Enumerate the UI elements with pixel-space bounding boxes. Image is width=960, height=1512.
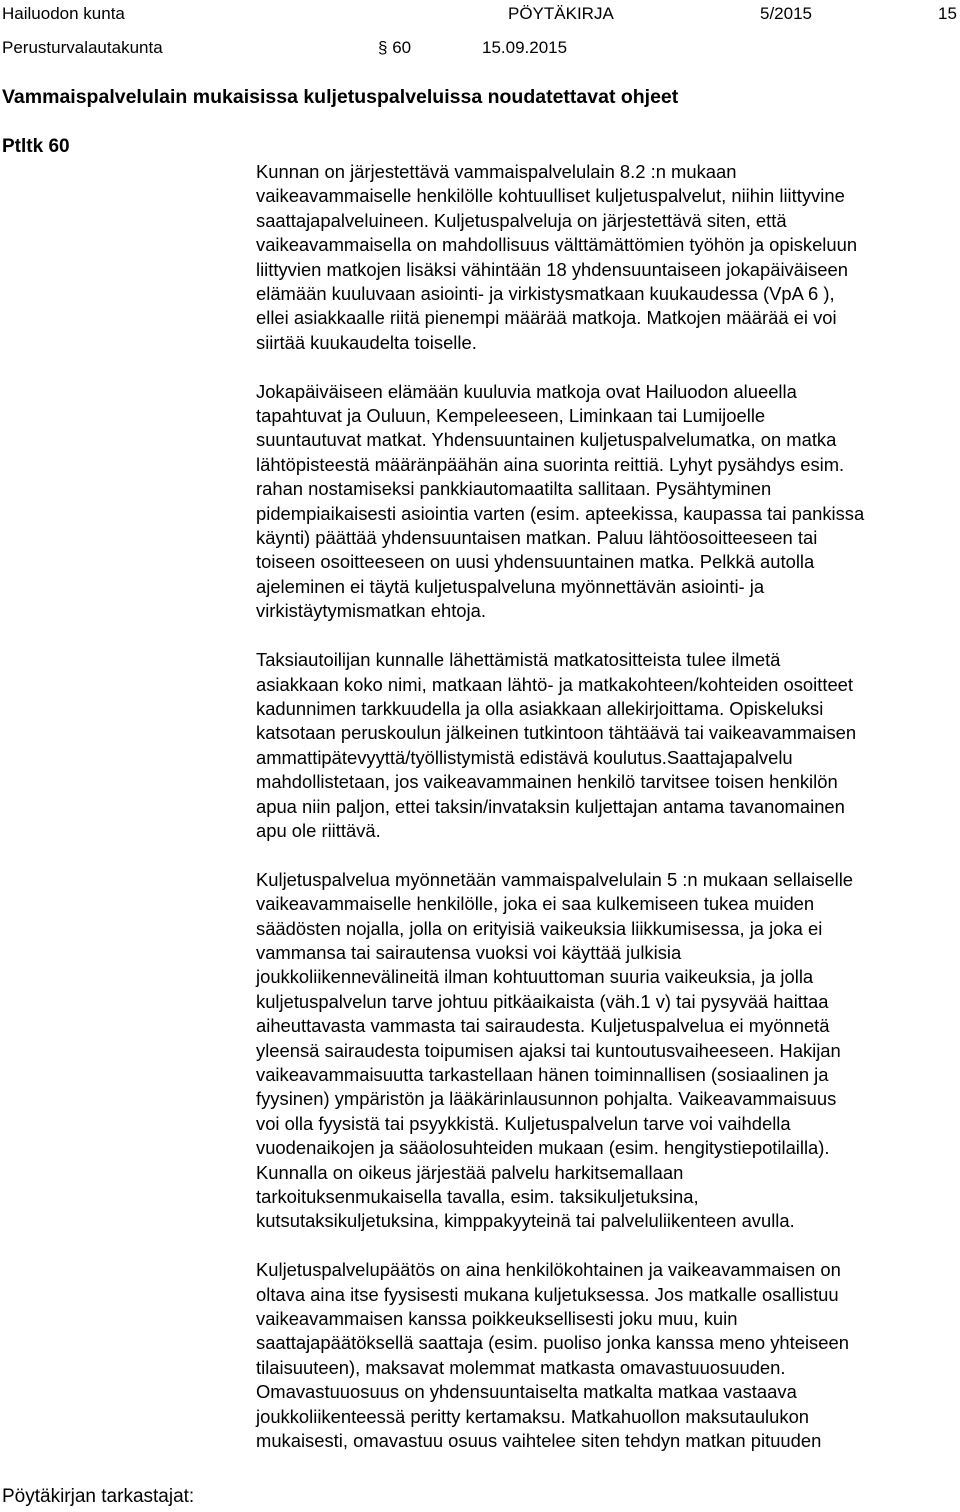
doc-type: PÖYTÄKIRJA xyxy=(508,4,614,23)
meeting-date: 15.09.2015 xyxy=(482,38,568,57)
paragraph: Taksiautoilijan kunnalle lähettämistä matkatositteista tulee ilmetä asiakkaan koko nimi, matkaan lähtö- ja matkakohteen/kohteiden osoitteet kadunnimen tarkkuudella ja olla asiakkaan allekirjoittama. Opiskeluksi katsotaan peruskoulun jälkeinen tutkintoon tähtäävä tai vaikeavammaisen ammattipätevyyttä/työllistymistä edistävä koulutus.Saattajapalvelu mahdollistetaan, jos vaikeavammainen henkilö tarvitsee toisen henkilön apua niin paljon, ettei taksin/invataksin kuljettajan antama tavanomainen apu ole riittävä. xyxy=(256,649,857,841)
section-number-value: 60 xyxy=(392,38,412,57)
doc-number: 5/2015 xyxy=(760,4,812,23)
paragraph: Kuljetuspalvelupäätös on aina henkilökohtainen ja vaikeavammaisen on oltava aina itse fyysisesti mukana kuljetuksessa. Jos matkalle osallistuu vaikeavammaisen kanssa poikkeuksellisesti joku muu, kuin saattajapäätöksellä saattaja (esim. puoliso jonka kanssa meno yhteiseen tilaisuuteen), maksavat molemmat matkasta omavastuuosuuden. Omavastuuosuus on yhdensuuntaiselta matkalta matkaa vastaava joukkoliikenteessä peritty kertamaksu. Matkahuollon maksutaulukon mukaisesti, omavastuu osuus vaihtelee siten tehdyn matkan pituuden xyxy=(256,1259,849,1452)
page-number: 15 xyxy=(938,4,957,23)
committee-name: Perusturvalautakunta xyxy=(2,38,163,57)
footer-label: Pöytäkirjan tarkastajat: xyxy=(2,1486,195,1507)
section-number: § 60 xyxy=(378,38,412,57)
section-id: Ptltk 60 xyxy=(2,136,70,157)
paragraph: Kunnan on järjestettävä vammaispalvelulain 8.2 :n mukaan vaikeavammaiselle henkilölle kohtuulliset kuljetuspalvelut, niihin liittyvine saattajapalveluineen. Kuljetuspalveluja on järjestettävä siten, että vaikeavammaisella on mahdollisuus välttämättömien työhön ja opiskeluun liittyvien matkojen lisäksi vähintään 18 yhdensuuntaiseen jokapäiväiseen elämään kuuluvaan asiointi- ja virkistysmatkaan kuukaudessa (VpA 6 ), ellei asiakkaalle riitä pienempi määrää matkoja. Matkojen määrää ei voi siirtää kuukaudelta toiselle. xyxy=(256,161,858,353)
page-title: Vammaispalvelulain mukaisissa kuljetuspalveluissa noudatettavat ohjeet xyxy=(2,86,679,108)
body-text xyxy=(256,160,960,1453)
paragraph: Kuljetuspalvelua myönnetään vammaispalvelulain 5 :n mukaan sellaiselle vaikeavammaiselle henkilölle, joka ei saa kulkemiseen tukea muiden säädösten nojalla, jolla on erityisiä vaikeuksia liikkumisessa, ja joka ei vammansa tai sairautensa vuoksi voi käyttää julkisia joukkoliikennevälineitä ilman kohtuuttoman suuria vaikeuksia, ja jolla kuljetuspalvelun tarve johtuu pitkäaikaista (väh.1 v) tai pysyvää haittaa aiheuttavasta vammasta tai sairaudesta. Kuljetuspalvelua ei myönnetä yleensä sairaudesta toipumisen ajaksi tai kuntoutusvaiheeseen. Hakijan vaikeavammaisuutta tarkastellaan hänen toiminnallisen (sosiaalinen ja fyysinen) ympäristön ja lääkärinlausunnon pohjalta. Vaikeavammaisuus voi olla fyysistä tai psyykkistä. Kuljetuspalvelun tarve voi vaihdella vuodenaikojen ja sääolosuhteiden mukaan (esim. hengitystiepotilailla). Kunnalla on oikeus järjestää palvelu harkitsemallaan tarkoituksenmukaisella tavalla, esim. taksikuljetuksina, kutsutaksikuljetuksina, kimppakyyteinä tai palveluliikenteen avulla. xyxy=(256,868,854,1232)
paragraph: Jokapäiväiseen elämään kuuluvia matkoja ovat Hailuodon alueella tapahtuvat ja Ouluun, Kempeleeseen, Liminkaan tai Lumijoelle suuntautuvat matkat. Yhdensuuntainen kuljetuspalvelumatka, on matka lähtöpisteestä määränpäähän aina suorinta reittiä. Lyhyt pysähdys esim. rahan nostamiseksi pankkiautomaatilta sallitaan. Pysähtyminen pidempiaikaisesti asiointia varten (esim. apteekissa, kaupassa tai pankissa käynti) päättää yhdensuuntaisen matkan. Paluu lähtöosoitteeseen tai toiseen osoitteeseen on uusi yhdensuuntainen matka. Pelkkä autolla ajeleminen ei täytä kuljetuspalveluna myönnettävän asiointi- ja virkistäytymismatkan ehtoja. xyxy=(256,380,865,622)
org-name: Hailuodon kunta xyxy=(2,4,125,23)
